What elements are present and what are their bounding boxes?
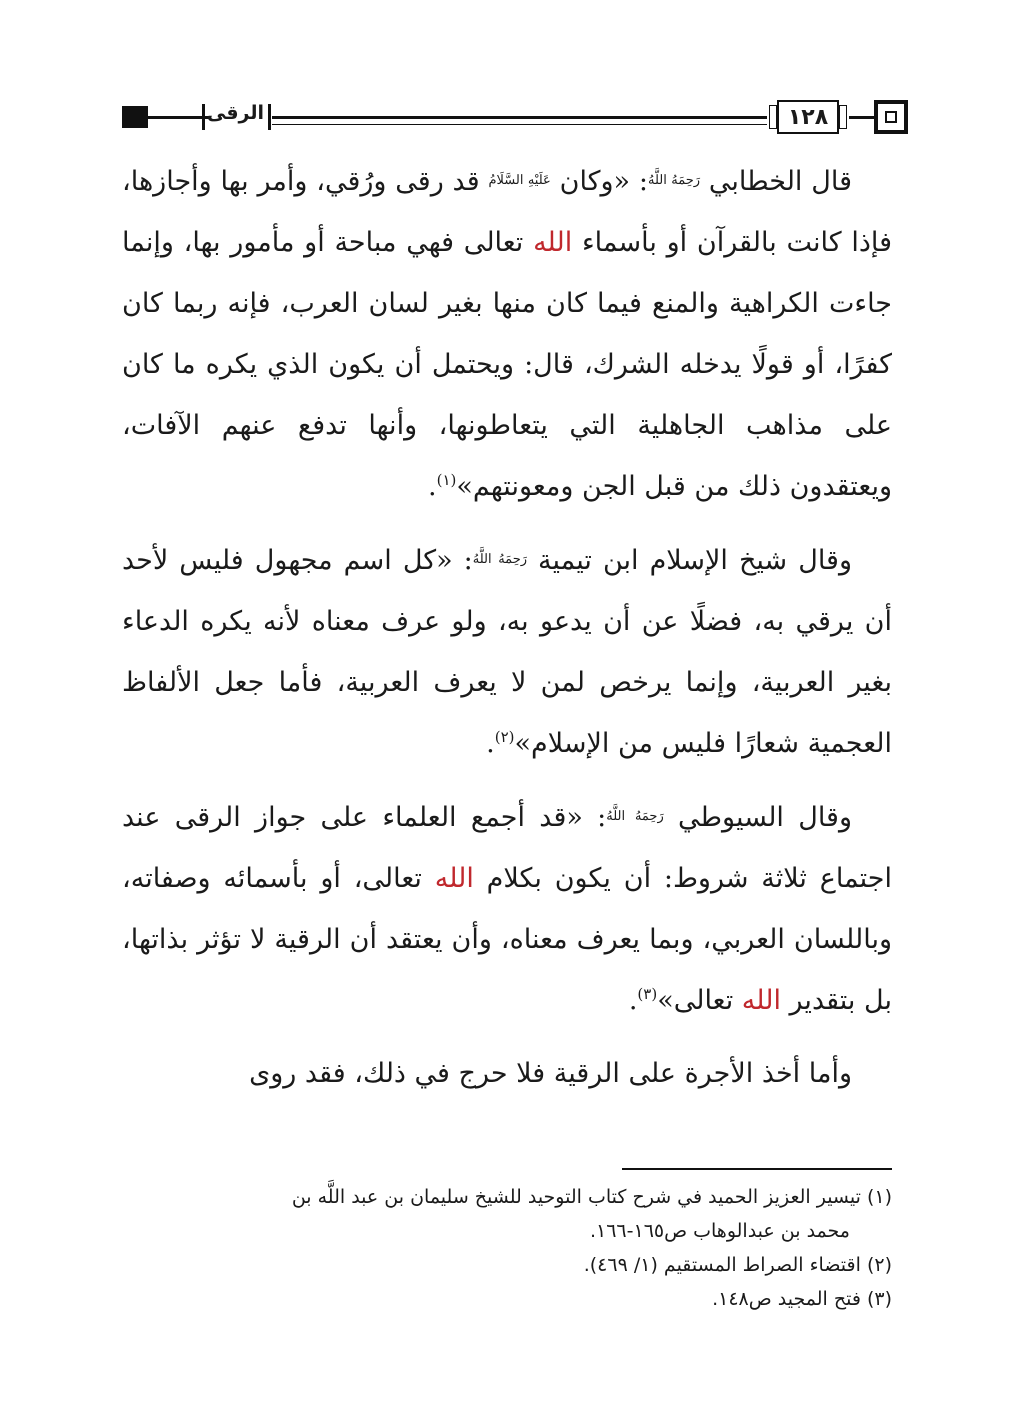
page-number-text: ١٢٨ <box>787 104 829 130</box>
honorific: رَحِمَهُ اللَّهُ <box>648 173 701 188</box>
text-run: تعالى، أو بأسمائه وصفاته، وباللسان العربي، وبما يعرف معناه، وأن يعتقد أن الرقية لا تؤثر بذاتها، بل بتقدير <box>122 863 892 1016</box>
text-run: قد رقى ورُقي، وأمر بها وأجازها، فإذا كانت بالقرآن أو بأسماء <box>122 166 893 258</box>
header-left-block <box>122 106 148 128</box>
text-run: وقال شيخ الإسلام ابن تيمية <box>527 545 852 576</box>
footnote-number: (٣) <box>860 1288 892 1310</box>
header-ornament-square <box>874 100 908 134</box>
running-title: الرقى <box>206 102 264 124</box>
header-rule-right <box>849 116 875 119</box>
main-text <box>122 150 892 1116</box>
header-rule-middle <box>272 116 767 119</box>
text-run: . <box>628 985 638 1016</box>
footnote-text-continued: محمد بن عبدالوهاب ص١٦٥-١٦٦. <box>589 1220 850 1242</box>
text-run: قال الخطابي <box>700 166 853 197</box>
honorific: رَحِمَهُ اللَّهُ <box>606 809 664 824</box>
text-run: وقال السيوطي <box>663 802 853 833</box>
paragraph <box>122 529 892 774</box>
header-rule-middle-thin <box>272 124 767 125</box>
paragraph <box>122 150 892 517</box>
footnote-text: فتح المجيد ص١٤٨. <box>712 1288 861 1310</box>
footnote-number: (١) <box>860 1186 892 1208</box>
text-run: تعالى» <box>657 985 742 1016</box>
paragraph <box>122 1043 892 1104</box>
honorific: عَلَيْهِ السَّلَامُ <box>488 173 551 188</box>
divine-name: الله <box>741 985 781 1016</box>
footnote <box>122 1180 892 1248</box>
page-header <box>122 98 892 138</box>
footnote-ref[interactable]: (٢) <box>494 728 515 746</box>
header-bar-mark <box>268 104 271 130</box>
text-run: وأما أخذ الأجرة على الرقية فلا حرج في ذلك، فقد روى <box>249 1058 852 1089</box>
text-run: : «وكان <box>550 166 649 197</box>
text-run: : «قد أجمع العلماء على جواز الرقى عند اجتماع ثلاثة شروط: أن يكون بكلام <box>122 802 893 894</box>
footnote-text: اقتضاء الصراط المستقيم (١/ ٤٦٩). <box>583 1254 861 1276</box>
footnote <box>122 1282 892 1316</box>
header-bar-mark <box>202 104 205 130</box>
paragraph <box>122 786 892 1031</box>
footnote <box>122 1248 892 1282</box>
footnote-ref[interactable]: (٣) <box>637 985 658 1003</box>
divine-name: الله <box>533 227 573 258</box>
footnote-number: (٢) <box>860 1254 892 1276</box>
footnote-ref[interactable]: (١) <box>436 471 457 489</box>
page-number <box>777 100 839 134</box>
text-run: تعالى فهي مباحة أو مأمور بها، وإنما جاءت الكراهية والمنع فيما كان منها بغير لسان العرب، فإنه ربما كان كفرًا، أو قولًا يدخله الشرك، قال: ويحتمل أن يكون الذي يكره ما كان على مذاهب الجاهلية التي يتعاطونها، وأنها تدفع عنهم الآفات، ويعتقدون ذلك من قبل الجن ومعونتهم» <box>122 227 892 502</box>
text-run: . <box>427 471 437 502</box>
text-run: : «كل اسم مجهول فليس لأحد أن يرقي به، فضلًا عن أن يدعو به، ولو عرف معناه لأنه يكره الدعاء بغير العربية، وإنما يرخص لمن لا يعرف العربية، فأما جعل الألفاظ العجمية شعارًا فليس من الإسلام» <box>122 545 892 759</box>
header-rule-left <box>148 116 210 119</box>
honorific: رَحِمَهُ اللَّهُ <box>472 552 528 567</box>
divine-name: الله <box>434 863 474 894</box>
footnote-separator <box>622 1168 892 1170</box>
footnote-text: تيسير العزيز الحميد في شرح كتاب التوحيد للشيخ سليمان بن عبد اللَّه بن <box>291 1186 861 1208</box>
footnotes <box>122 1180 892 1316</box>
text-run: . <box>486 728 495 759</box>
